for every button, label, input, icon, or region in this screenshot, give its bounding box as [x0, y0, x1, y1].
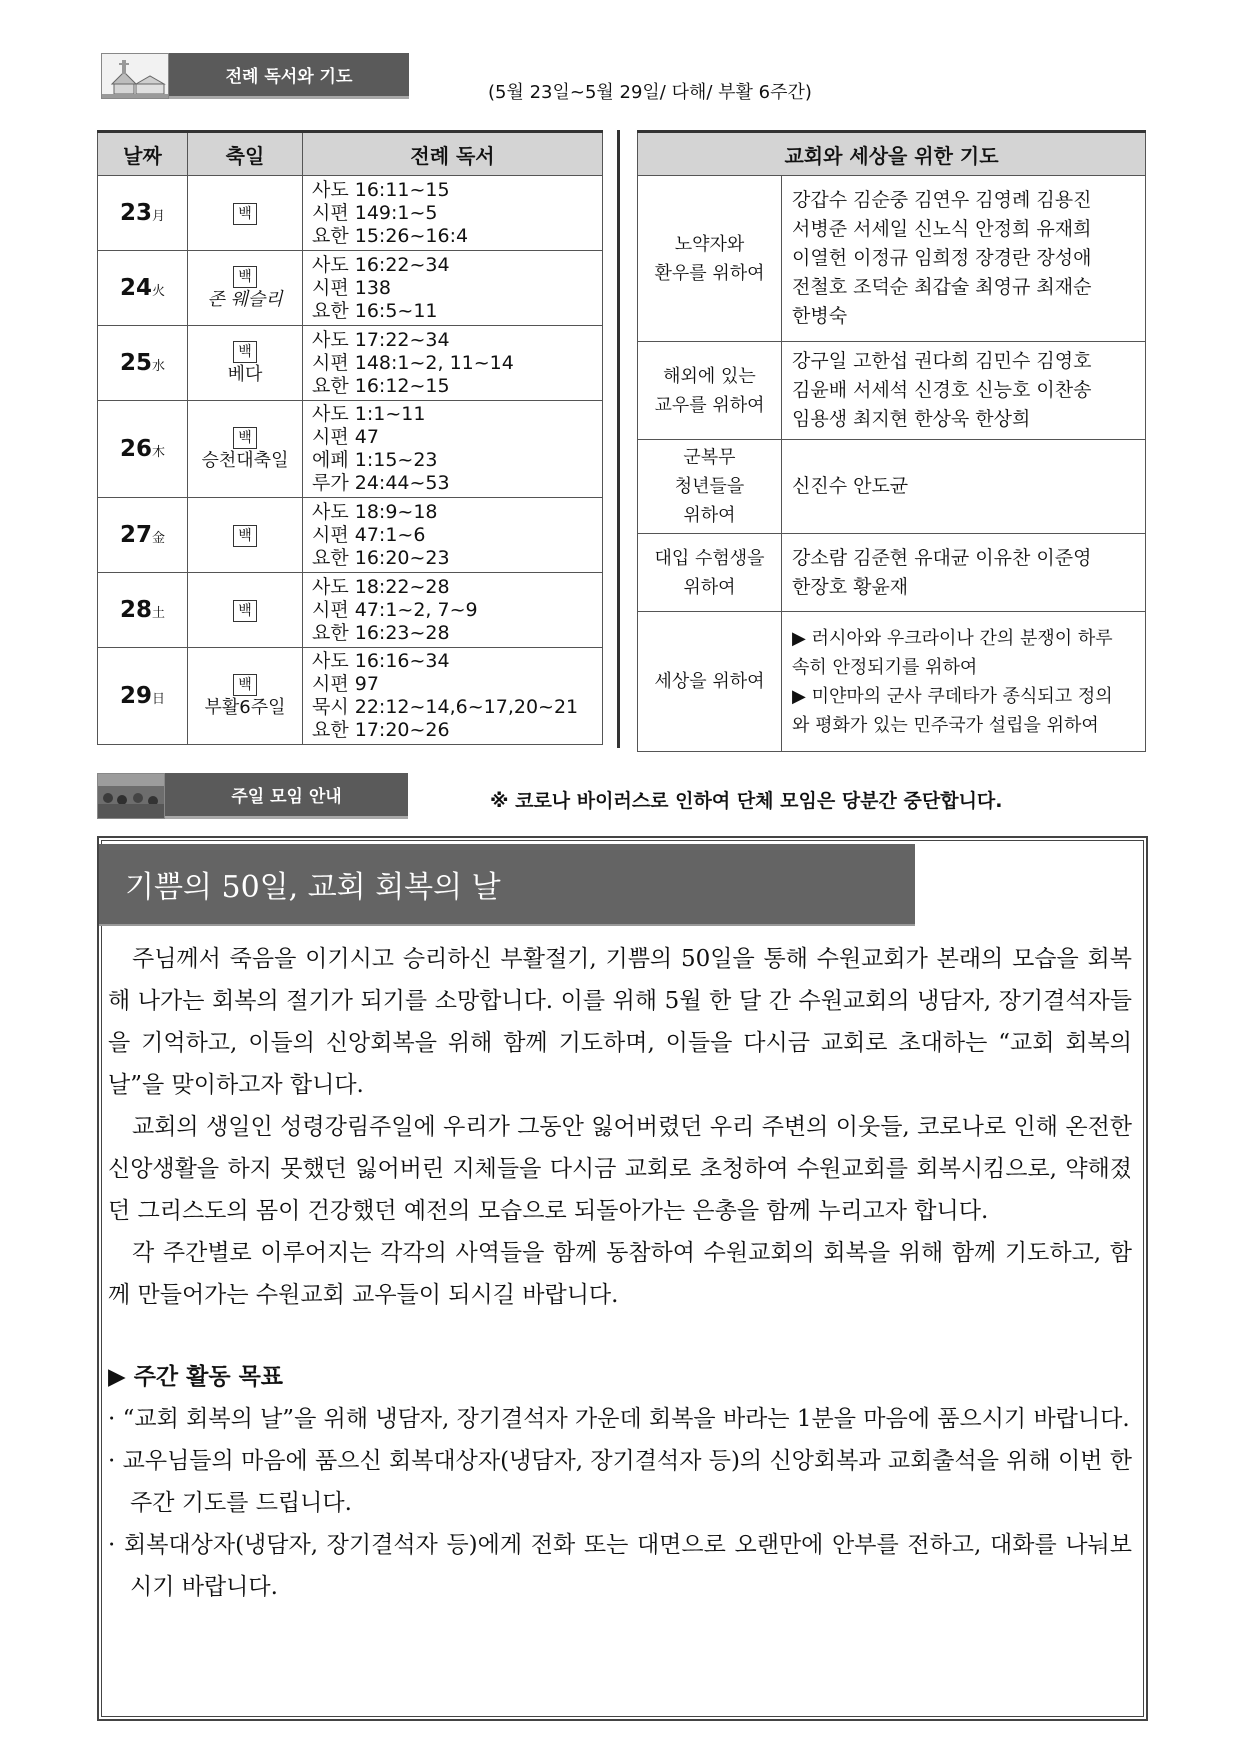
date-cell: [98, 326, 188, 401]
readings-table: [97, 130, 603, 745]
prayer-category: [638, 612, 782, 752]
weekday: 火: [152, 284, 166, 299]
date-cell: [98, 176, 188, 251]
weekday: 月: [152, 209, 166, 224]
day-number: 23: [119, 200, 152, 226]
day-number: 27: [119, 522, 152, 548]
prayers-title: 교회와 세상을 위한 기도: [638, 132, 1146, 176]
day-number: 26: [119, 436, 152, 462]
verse: 시편 97: [312, 673, 379, 695]
category-line: 해외에 있는: [663, 365, 756, 387]
prayer-names: [782, 176, 1146, 342]
prayer-category: [638, 534, 782, 612]
table-row: [98, 498, 603, 573]
category-line: 군복무: [683, 447, 736, 468]
liturgical-color-badge: 백: [233, 525, 257, 547]
verses-cell: [303, 251, 603, 326]
column-divider: [617, 130, 620, 748]
verse: 요한 17:20~26: [312, 719, 450, 741]
verse: 시편 47:1~6: [312, 523, 426, 546]
verse: 시편 148:1~2, 11~14: [312, 351, 514, 374]
names-line: 신진수 안도균: [792, 475, 909, 497]
feast-cell: [188, 401, 303, 498]
col-readings: 전례 독서: [303, 132, 603, 176]
feast-cell: [188, 573, 303, 648]
day-number: 24: [119, 275, 152, 301]
category-line: 위하여: [683, 505, 736, 526]
verse: 요한 16:20~23: [312, 546, 450, 569]
names-line: 한장호 황윤재: [792, 575, 909, 598]
verse: 요한 16:5~11: [312, 299, 438, 322]
prayer-names: [782, 440, 1146, 534]
weekday: 金: [152, 531, 166, 546]
verse: 사도 18:22~28: [312, 575, 450, 598]
names-line: 속히 안정되기를 위하여: [792, 656, 978, 678]
verses-cell: [303, 176, 603, 251]
table-row: [638, 440, 1146, 534]
liturgical-color-badge: 백: [233, 341, 257, 363]
table-row: [638, 534, 1146, 612]
feast-name: 부활6주일: [204, 697, 286, 718]
liturgical-color-badge: 백: [233, 203, 257, 225]
verse: 묵시 22:12~14,6~17,20~21: [312, 696, 579, 718]
category-line: 위하여: [683, 576, 736, 598]
meeting-thumbnail: [97, 773, 165, 819]
verses-cell: [303, 326, 603, 401]
names-line: 강갑수 김순중 김연우 김영례 김용진: [792, 189, 1092, 211]
verses-cell: [303, 401, 603, 498]
date-cell: [98, 401, 188, 498]
category-line: 교우를 위하여: [654, 394, 765, 416]
weekday: 水: [152, 359, 166, 374]
verse: 사도 16:22~34: [312, 253, 450, 276]
sunday-meeting-title: 주일 모임 안내: [165, 773, 408, 819]
date-cell: [98, 498, 188, 573]
table-row: [638, 342, 1146, 440]
goal-item: · 회복대상자(냉담자, 장기결석자 등)에게 전화 또는 대면으로 오랜만에 안부를 전하고, 대화를 나눠보시기 바랍니다.: [108, 1532, 1132, 1600]
prayer-names: [782, 342, 1146, 440]
verse: 사도 16:11~15: [312, 178, 450, 201]
category-line: 대입 수험생을: [654, 547, 765, 569]
table-row: [98, 648, 603, 745]
article-paragraph: 각 주간별로 이루어지는 각각의 사역들을 함께 동참하여 수원교회의 회복을 위해 함께 기도하고, 함께 만들어가는 수원교회 교우들이 되시길 바랍니다.: [108, 1240, 1132, 1308]
church-thumbnail: [101, 53, 169, 99]
liturgical-color-badge: 백: [233, 427, 257, 449]
prayer-category: [638, 440, 782, 534]
names-line: 강구일 고한섭 권다희 김민수 김영호: [792, 350, 1092, 372]
table-row: [98, 326, 603, 401]
date-cell: [98, 648, 188, 745]
feast-name: 존 웨슬리: [207, 289, 283, 310]
liturgical-color-badge: 백: [233, 266, 257, 288]
weekday: 日: [152, 692, 166, 707]
verses-cell: [303, 648, 603, 745]
verse: 사도 16:16~34: [312, 650, 450, 672]
day-number: 28: [119, 597, 152, 623]
goal-item: · “교회 회복의 날”을 위해 냉담자, 장기결석자 가운데 회복을 바라는 1분을 마음에 품으시기 바랍니다.: [108, 1406, 1130, 1432]
feast-name: 베다: [227, 364, 263, 385]
names-line: 와 평화가 있는 민주국가 설립을 위하여: [792, 714, 1099, 736]
verse: 시편 47: [312, 426, 379, 448]
names-line: 강소람 김준현 유대균 이유찬 이준영: [792, 546, 1092, 569]
prayer-category: [638, 342, 782, 440]
sunday-meeting-header: [97, 773, 408, 819]
week-period: (5월 23일~5월 29일/ 다해/ 부활 6주간): [488, 82, 812, 103]
article-paragraph: 주님께서 죽음을 이기시고 승리하신 부활절기, 기쁨의 50일을 통해 수원교회가 본래의 모습을 회복해 나가는 회복의 절기가 되기를 소망합니다. 이를 위해 5월 한 달 간 수원교회의 냉담자, 장기결석자들을 기억하고, 이들의 신앙회복을 위해 함께 기도하며, 이들을 다시금 교회로 초대하는 “교회 회복의 날”을 맞이하고자 합니다.: [108, 946, 1132, 1098]
verse: 요한 15:26~16:4: [312, 224, 469, 247]
names-line: 전철호 조덕순 최갑술 최영규 최재순: [792, 276, 1092, 298]
verse: 요한 16:12~15: [312, 374, 450, 397]
names-line: 김윤배 서세석 신경호 신능호 이찬송: [792, 379, 1092, 401]
names-line: 이열헌 이정규 임희정 장경란 장성애: [792, 247, 1092, 269]
liturgical-color-badge: 백: [233, 600, 257, 622]
category-line: 노약자와: [674, 233, 745, 255]
verse: 사도 18:9~18: [312, 500, 438, 523]
feast-cell: [188, 176, 303, 251]
verse: 사도 1:1~11: [312, 403, 426, 425]
covid-notice: ※ 코로나 바이러스로 인하여 단체 모임은 당분간 중단합니다.: [490, 790, 1003, 812]
prayer-category: [638, 176, 782, 342]
names-line: ▶ 러시아와 우크라이나 간의 분쟁이 하루: [792, 627, 1113, 649]
feast-name: 승천대축일: [201, 450, 289, 471]
verse: 사도 17:22~34: [312, 328, 450, 351]
table-row: [98, 573, 603, 648]
article-title: 기쁨의 50일, 교회 회복의 날: [99, 844, 915, 926]
liturgy-section-header: [101, 53, 409, 99]
table-row: [638, 612, 1146, 752]
liturgical-color-badge: 백: [233, 674, 257, 696]
verse: 요한 16:23~28: [312, 621, 450, 644]
table-row: [98, 176, 603, 251]
day-number: 25: [119, 350, 152, 376]
verse: 시편 149:1~5: [312, 201, 438, 224]
feast-cell: [188, 326, 303, 401]
names-line: 서병준 서세일 신노식 안정희 유재희: [792, 218, 1092, 240]
table-row: [98, 401, 603, 498]
verse: 시편 138: [312, 276, 392, 299]
weekday: 土: [152, 606, 166, 621]
verse: 에페 1:15~23: [312, 449, 438, 471]
category-line: 환우를 위하여: [654, 262, 765, 284]
names-line: 임용생 최지현 한상욱 한상희: [792, 408, 1031, 430]
category-line: 청년들을: [674, 476, 745, 497]
col-date: 날짜: [98, 132, 188, 176]
names-line: 한병숙: [792, 305, 848, 327]
feast-cell: [188, 251, 303, 326]
verse: 시편 47:1~2, 7~9: [312, 598, 478, 621]
col-feast: 축일: [188, 132, 303, 176]
category-line: 세상을 위하여: [654, 671, 765, 692]
weekday: 木: [152, 445, 166, 460]
date-cell: [98, 573, 188, 648]
verses-cell: [303, 498, 603, 573]
table-row: [638, 176, 1146, 342]
verse: 루가 24:44~53: [312, 472, 450, 494]
names-line: ▶ 미얀마의 군사 쿠데타가 종식되고 정의: [792, 685, 1113, 707]
article-body: [108, 938, 1132, 1608]
liturgy-section-title: 전례 독서와 기도: [169, 53, 409, 99]
feast-cell: [188, 498, 303, 573]
prayers-table: [637, 130, 1146, 752]
prayer-names: [782, 612, 1146, 752]
feast-cell: [188, 648, 303, 745]
prayer-names: [782, 534, 1146, 612]
article-paragraph: 교회의 생일인 성령강림주일에 우리가 그동안 잃어버렸던 우리 주변의 이웃들, 코로나로 인해 온전한 신앙생활을 하지 못했던 잃어버린 지체들을 다시금 교회로 초청하여 수원교회를 회복시킴으로, 약해졌던 그리스도의 몸이 건강했던 예전의 모습으로 되돌아가는 은총을 함께 누리고자 합니다.: [108, 1114, 1132, 1224]
verses-cell: [303, 573, 603, 648]
goal-item: · 교우님들의 마음에 품으신 회복대상자(냉담자, 장기결석자 등)의 신앙회복과 교회출석을 위해 이번 한 주간 기도를 드립니다.: [108, 1448, 1132, 1516]
weekly-goals-heading: ▶ 주간 활동 목표: [108, 1363, 284, 1390]
table-row: [98, 251, 603, 326]
day-number: 29: [119, 683, 152, 709]
date-cell: [98, 251, 188, 326]
